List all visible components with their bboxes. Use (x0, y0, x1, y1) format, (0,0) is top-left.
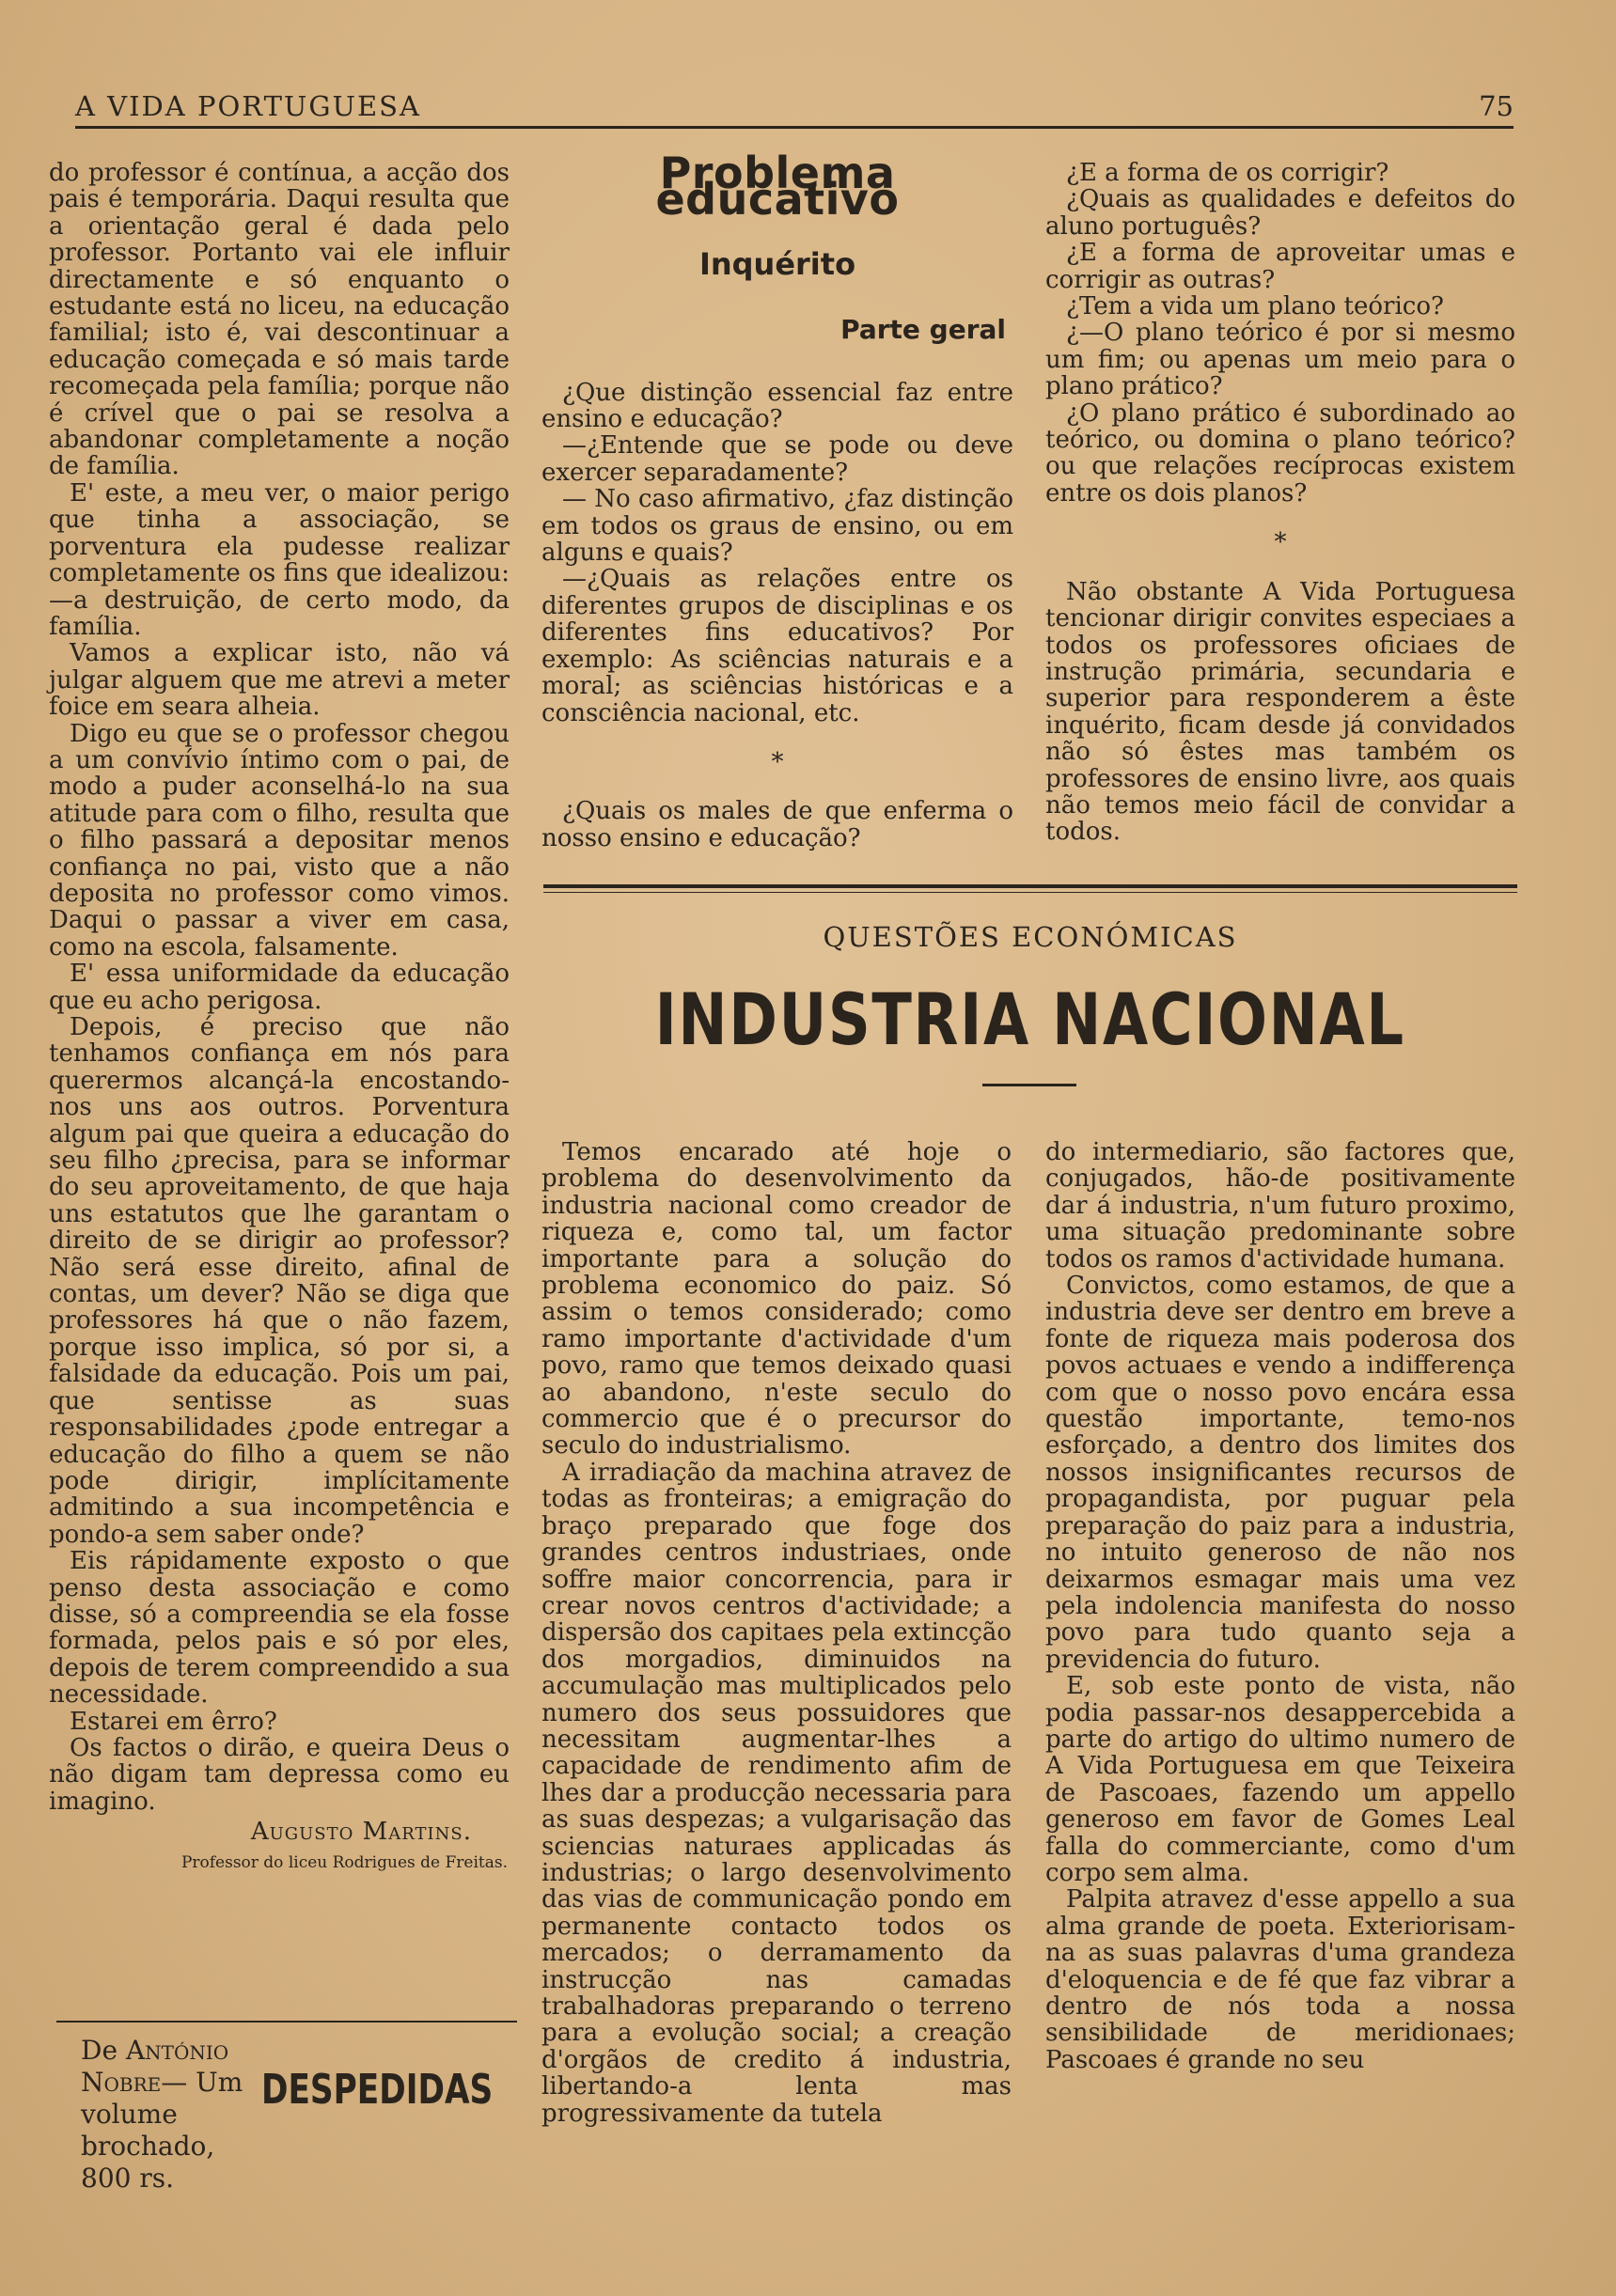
paragraph: E, sob este ponto de vista, não podia passar-nos desappercebida a parte do artigo do ultimo numero de A Vida Portuguesa em que Teixeira de Pascoaes, fazendo um appello generoso em favor de Gomes Leal falla do commerciante, como d'um corpo sem alma. (1045, 1672, 1515, 1887)
question: ¿Quais as qualidades e defeitos do aluno português? (1045, 185, 1515, 241)
question: —¿Entende que se pode ou deve exercer separadamente? (541, 431, 1013, 487)
asterisk-separator: * (771, 747, 784, 776)
paragraph: do professor é contínua, a acção dos pais é temporária. Daqui resulta que a orientação geral é dada pelo professor. Portanto vai ele influir directamente e só enquanto o estudante está no liceu, na educação familial; isto é, vai descontinuar a educação começada e só mais tarde recomeçada pela família; porque não é crível que o pai se resolva a abandonar completamente a noção de família. (49, 159, 510, 481)
question: ¿—O plano teórico é por si mesmo um fim; ou apenas um meio para o plano prático? (1045, 319, 1515, 401)
ad-text: — Um volume brochado, 800 rs. (81, 2067, 243, 2194)
question: — No caso afirmativo, ¿faz distinção em todos os graus de ensino, ou em alguns e quais? (541, 485, 1013, 568)
column-5 (1045, 1139, 1515, 2073)
question: ¿Que distinção essencial faz entre ensino e educação? (541, 378, 1013, 434)
question: ¿Quais os males de que enferma o nosso ensino e educação? (541, 797, 1013, 852)
column-1 (49, 160, 510, 1876)
paragraph: Não obstante A Vida Portuguesa tencionar dirigir convites especiaes a todos os professores oficiaes de instrução primária, secundaria e superior para responderem a êste inquérito, ficam desde já convidados não só êstes mas também os professores de ensino livre, aos quais não temos meio fácil de convidar a todos. (1045, 577, 1515, 847)
paragraph: E' essa uniformidade da educação que eu acho perigosa. (49, 960, 510, 1015)
divider (56, 2021, 517, 2023)
paragraph: Estarei em êrro? (70, 1707, 277, 1736)
ad-prefix: De (81, 2035, 118, 2066)
article-title: Problema educativo (655, 148, 900, 226)
paragraph: Eis rápidamente exposto o que penso desta associação e como disse, só a compreendia se ela fosse formada, pelos pais e só por eles, depois de terem compreendido a sua necessidade. (49, 1547, 510, 1710)
paragraph: Depois, é preciso que não tenhamos confiança em nós para querermos alcançá-la encostando-nos uns aos outros. Porventura algum pai que queira a educação do seu filho ¿precisa, para se informar do seu aproveitamento, de que haja uns estatutos que lhe garantam o direito de se dirigir ao professor? Não será esse direito, afinal de contas, um dever? Não se diga que professores há que o não fazem, porque isso implica, só por si, a falsidade da educação. Pois um pai, que sentisse as suas responsabilidades ¿pode entregar a educação do filho a quem se não pode dirigir, implícitamente admitindo a sua incompetência e pondo-a sem saber onde? (49, 1013, 510, 1549)
article-subtitle: Inquérito (698, 245, 856, 282)
section-kicker: QUESTÕES ECONÓMICAS (823, 921, 1238, 953)
paragraph: Temos encarado até hoje o problema do desenvolvimento da industria nacional como creador de riqueza e, como tal, um factor importante para a solução do problema economico do paiz. Só assim o temos considerado; como ramo importante d'actividade d'um povo, ramo que temos deixado quasi ao abandono, n'este seculo do commercio que é o precursor do seculo do industrialismo. (541, 1138, 1012, 1460)
despedidas-heading: DESPEDIDAS (261, 2066, 494, 2114)
paragraph: Digo eu que se o professor chegou a um convívio íntimo com o pai, de modo a puder aconselhá-lo na sua atitude para com o filho, resulta que o filho passará a depositar menos confiança no pai, visto que a não deposita no professor como vimos. Daqui o passar a viver em casa, como na escola, falsamente. (49, 719, 510, 961)
running-head (75, 90, 1514, 129)
divider-thin (543, 892, 1517, 893)
paragraph: do intermediario, são factores que, conjugados, hão-de positivamente dar á industria, n'um futuro proximo, uma situação predominante sobre todos os ramos d'actividade humana. (1045, 1138, 1515, 1273)
ad-author: António Nobre (81, 2035, 229, 2098)
question: ¿E a forma de aproveitar umas e corrigir as outras? (1045, 239, 1515, 294)
author-signature: Augusto Martins. (250, 1818, 472, 1847)
asterisk-separator: * (1274, 528, 1287, 557)
journal-name: A VIDA PORTUGUESA (75, 90, 421, 122)
question: —¿Quais as relações entre os diferentes grupos de disciplinas e os diferentes fins educativos? Por exemplo: As sciências naturais e a moral; as sciências históricas e a consciência nacional, etc. (541, 565, 1013, 727)
paragraph: Vamos a explicar isto, não vá julgar alguem que me atrevi a meter foice em seara alheia. (49, 639, 510, 722)
column-2 (541, 148, 1013, 852)
headline-text: INDUSTRIA NACIONAL (654, 977, 1406, 1061)
column-4 (541, 1139, 1012, 2127)
question: ¿Tem a vida um plano teórico? (1066, 292, 1444, 321)
paragraph: Os factos o dirão, e queira Deus o não digam tam depressa como eu imagino. (49, 1733, 510, 1816)
short-divider (982, 1084, 1076, 1086)
column-3 (1045, 160, 1515, 846)
article-headline (543, 977, 1517, 1061)
paragraph: E' este, a meu ver, o maior perigo que tinha a associação, se porventura ela pudesse realizar completamente os fins que idealizou:—a destruição, de certo modo, da família. (49, 478, 510, 641)
paragraph: Palpita atravez d'esse appello a sua alma grande de poeta. Exteriorisam-na as suas palavras d'uma grandeza d'eloquencia e de fé que faz vibrar a dentro de nós toda a nossa sensibilidade de meridionaes; Pascoaes é grande no seu (1045, 1885, 1515, 2074)
page-number: 75 (1479, 90, 1514, 122)
section-heading: Parte geral (840, 314, 1006, 346)
question: ¿O plano prático é subordinado ao teórico, ou domina o plano teórico? ou que relações recíprocas existem entre os dois planos? (1045, 398, 1515, 508)
question: ¿E a forma de os corrigir? (1066, 159, 1389, 187)
book-advertisement (81, 2035, 269, 2194)
paragraph: Convictos, como estamos, de que a industria deve ser dentro em breve a fonte de riqueza mais poderosa dos povos actuaes e vendo a indifferença com que o nosso povo encára essa questão importante, temo-nos esforçado, a dentro dos limites dos nossos insignificantes recursos de propagandista, por puguar pela preparação do paiz para a industria, no intuito generoso de não nos deixarmos esmagar mais uma vez pela indolencia manifesta do nosso povo para tudo quanto seja a previdencia do futuro. (1045, 1272, 1515, 1674)
author-affiliation: Professor do liceu Rodrigues de Freitas. (180, 1852, 508, 1872)
paragraph: A irradiação da machina atravez de todas as fronteiras; a emigração do braço preparado que foge dos grandes centros industriaes, onde soffre maior concorrencia, para ir crear novos centros d'actividade; a dispersão dos capitaes pela extincção dos morgadios, diminuidos na accumulação mas multiplicados pelo numero dos seus possuidores que necessitam augmentar-lhes a capacidade de rendimento afim de lhes dar a producção necessaria para as suas despezas; a vulgarisação das sciencias naturaes applicadas ás industrias; o largo desenvolvimento das vias de communicação pondo em permanente contacto todos os mercados; o derramamento da instrucção nas camadas trabalhadoras preparando o terreno para a evolução social; a creação d'orgãos de credito á industria, libertando-a lenta mas progressivamente da tutela (541, 1458, 1012, 2128)
divider-thick (543, 884, 1517, 888)
